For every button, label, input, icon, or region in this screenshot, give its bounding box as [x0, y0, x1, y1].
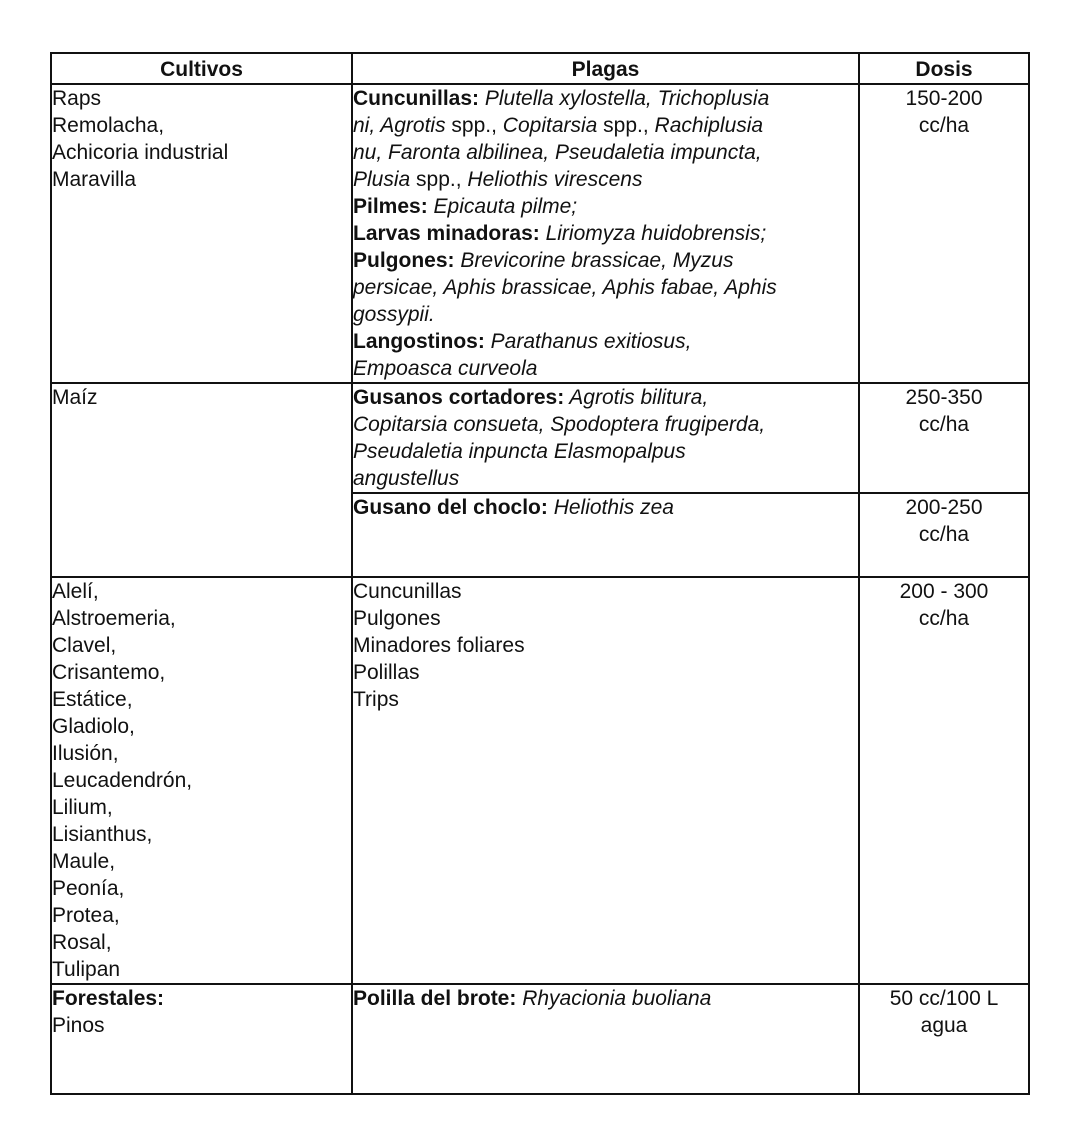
pests-cell [352, 984, 859, 1094]
crop-name: Remolacha, [52, 114, 165, 137]
dose-cell [859, 383, 1029, 493]
pest-line: Cuncunillas [353, 580, 462, 603]
crops-cell [51, 84, 352, 383]
pest-line: Polillas [353, 661, 420, 684]
pests-cell [352, 84, 859, 383]
crop-name: Alstroemeria, [52, 607, 176, 630]
crop-name: Alelí, [52, 580, 99, 603]
pest-line: persicae, Aphis brassicae, Aphis fabae, Aphis [353, 276, 777, 299]
crops-cell [51, 984, 352, 1094]
dose-cell [859, 84, 1029, 383]
table-row [51, 84, 1029, 383]
table-row [51, 383, 1029, 493]
crop-name: Protea, [52, 904, 120, 927]
pest-line: Pilmes: Epicauta pilme; [353, 195, 578, 218]
pests-cell [352, 577, 859, 984]
pest-line: Gusanos cortadores: Agrotis bilitura, [353, 386, 709, 409]
pest-line: Pulgones: Brevicorine brassicae, Myzus [353, 249, 734, 272]
header-crops: Cultivos [51, 53, 352, 84]
crop-name: Raps [52, 87, 102, 110]
crop-name: Crisantemo, [52, 661, 166, 684]
crop-name: Maíz [52, 386, 98, 409]
pests-cell [352, 493, 859, 577]
crop-name: Lilium, [52, 796, 113, 819]
dose-cell [859, 493, 1029, 577]
crop-name: Ilusión, [52, 742, 119, 765]
table-row [51, 577, 1029, 984]
crop-name: Leucadendrón, [52, 769, 193, 792]
pest-line: Gusano del choclo: Heliothis zea [353, 496, 674, 519]
pest-line: Copitarsia consueta, Spodoptera frugiperda, [353, 413, 766, 436]
pest-line: Pulgones [353, 607, 441, 630]
pests-cell [352, 383, 859, 493]
dose-value: 200-250 [905, 496, 983, 519]
table-row [51, 984, 1029, 1094]
pest-line: Polilla del brote: Rhyacionia buoliana [353, 987, 712, 1010]
pesticide-dosage-table [50, 52, 1030, 1095]
dose-unit: cc/ha [918, 413, 970, 436]
pest-line: Pseudaletia inpuncta Elasmopalpus [353, 440, 686, 463]
dose-unit: cc/ha [918, 114, 970, 137]
dose-value: 200 - 300 [899, 580, 989, 603]
pest-line: Trips [353, 688, 399, 711]
header-pests: Plagas [352, 53, 859, 84]
pest-line: Minadores foliares [353, 634, 525, 657]
crop-name: Gladiolo, [52, 715, 135, 738]
crop-name: Rosal, [52, 931, 112, 954]
pest-line: ni, Agrotis spp., Copitarsia spp., Rachiplusia [353, 114, 764, 137]
header-dose: Dosis [859, 53, 1029, 84]
dose-cell [859, 577, 1029, 984]
dose-unit: agua [920, 1014, 968, 1037]
crop-category: Forestales: [52, 987, 165, 1010]
crops-cell [51, 383, 352, 577]
pest-line: nu, Faronta albilinea, Pseudaletia impuncta, [353, 141, 762, 164]
crop-name: Clavel, [52, 634, 117, 657]
pest-line: angustellus [353, 467, 460, 490]
crop-name: Peonía, [52, 877, 125, 900]
pest-line: Langostinos: Parathanus exitiosus, [353, 330, 692, 353]
dose-cell [859, 984, 1029, 1094]
crop-name: Maravilla [52, 168, 137, 191]
dose-value: 250-350 [905, 386, 983, 409]
pest-line: Cuncunillas: Plutella xylostella, Trichoplusia [353, 87, 770, 110]
pest-line: gossypii. [353, 303, 435, 326]
crop-name: Tulipan [52, 958, 121, 981]
dose-value: 50 cc/100 L [889, 987, 999, 1010]
crop-name: Pinos [52, 1014, 105, 1037]
crop-name: Maule, [52, 850, 116, 873]
crop-name: Achicoria industrial [52, 141, 229, 164]
header-row [51, 53, 1029, 84]
crop-name: Estátice, [52, 688, 133, 711]
crops-cell [51, 577, 352, 984]
dose-unit: cc/ha [918, 607, 970, 630]
pest-line: Empoasca curveola [353, 357, 538, 380]
pest-line: Plusia spp., Heliothis virescens [353, 168, 643, 191]
dose-value: 150-200 [905, 87, 983, 110]
pest-line: Larvas minadoras: Liriomyza huidobrensis; [353, 222, 767, 245]
dose-unit: cc/ha [918, 523, 970, 546]
crop-name: Lisianthus, [52, 823, 153, 846]
